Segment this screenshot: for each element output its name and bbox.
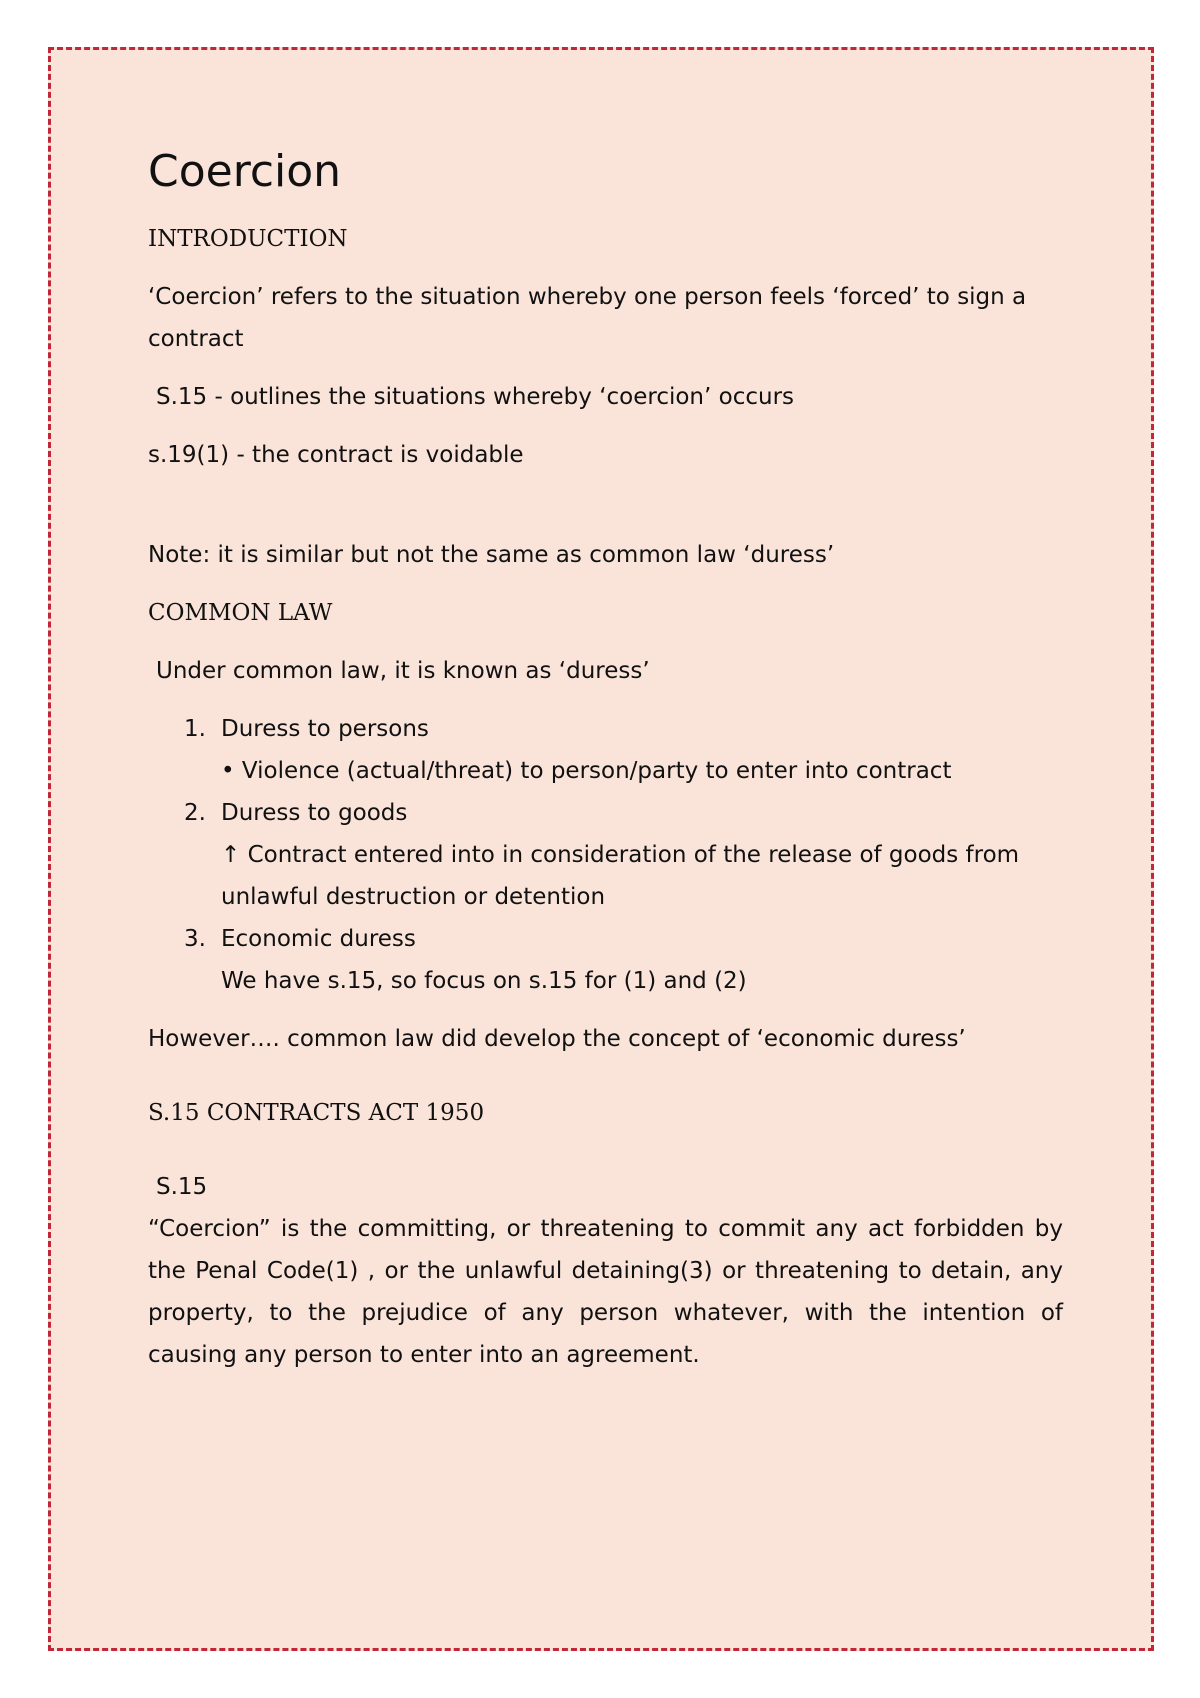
blank-line	[148, 1150, 1063, 1166]
s15-text: “Coercion” is the committing, or threatening to commit any act forbidden by the Penal Code(1) , or the unlawful detaining(3) or threatening to detain, any property, to the prejudice of any person whatever, with the intention of causing any person to enter into an agreement.	[148, 1216, 1063, 1368]
list-item	[148, 708, 1063, 792]
list-item-label: Duress to goods	[221, 800, 408, 826]
document-title: Coercion	[148, 146, 342, 197]
list-item	[148, 792, 1063, 918]
s19-summary: s.19(1) - the contract is voidable	[148, 442, 524, 468]
blank-line	[148, 492, 1063, 534]
list-number: 1.	[184, 716, 206, 742]
list-number: 2.	[184, 800, 206, 826]
list-number: 3.	[184, 926, 206, 952]
economic-duress-note: However…. common law did develop the concept of ‘economic duress’	[148, 1026, 966, 1052]
document-body	[148, 144, 1063, 1376]
list-item-label: Economic duress	[221, 926, 416, 952]
s15-section-heading: S.15 CONTRACTS ACT 1950	[148, 1100, 485, 1126]
list-item-label: Duress to persons	[221, 716, 429, 742]
duress-list	[148, 708, 1063, 1002]
common-law-lead: Under common law, it is known as ‘duress’	[156, 658, 650, 684]
s15-label: S.15	[156, 1174, 208, 1200]
introduction-heading: INTRODUCTION	[148, 226, 348, 252]
list-item-detail: • Violence (actual/threat) to person/party to enter into contract	[221, 758, 952, 784]
coercion-definition: ‘Coercion’ refers to the situation whereby one person feels ‘forced’ to sign a contract	[148, 284, 1027, 352]
list-item	[148, 918, 1063, 1002]
common-law-heading: COMMON LAW	[148, 600, 333, 626]
blank-line	[148, 1076, 1063, 1092]
list-item-detail: We have s.15, so focus on s.15 for (1) and (2)	[221, 968, 747, 994]
page-frame	[48, 47, 1154, 1651]
s15-summary: S.15 - outlines the situations whereby ‘coercion’ occurs	[156, 384, 795, 410]
duress-note: Note: it is similar but not the same as common law ‘duress’	[148, 542, 835, 568]
list-item-detail: ↑ Contract entered into in consideration of the release of goods from unlawful destruction or detention	[221, 842, 1020, 910]
blank-line	[148, 1002, 1063, 1018]
